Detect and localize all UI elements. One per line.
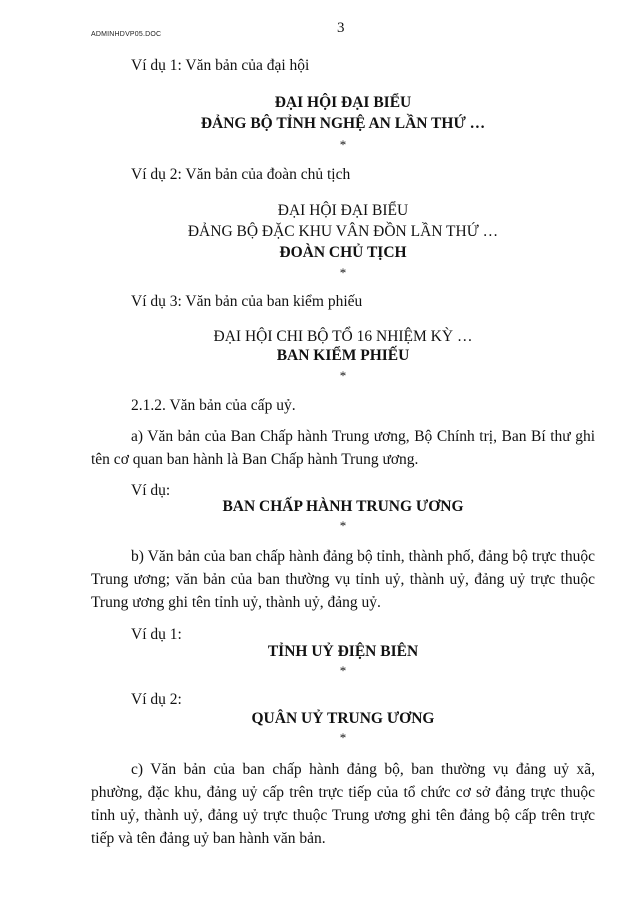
example-1-label: Ví dụ 1: Văn bản của đại hội: [131, 57, 310, 74]
example-2-star: *: [339, 265, 347, 280]
example-3-heading-line-1: ĐẠI HỘI CHI BỘ TỔ 16 NHIỆM KỲ …: [213, 328, 473, 345]
example-b2-star: *: [339, 730, 347, 745]
paragraph-c: [91, 758, 595, 850]
example-a-label: Ví dụ:: [131, 482, 171, 499]
example-3-label: Ví dụ 3: Văn bản của ban kiểm phiếu: [131, 293, 363, 310]
example-1-heading-line-1: ĐẠI HỘI ĐẠI BIỂU: [274, 94, 412, 111]
example-b2-label: Ví dụ 2:: [131, 691, 182, 708]
example-2-heading-line-1: ĐẠI HỘI ĐẠI BIỂU: [277, 202, 409, 219]
page-number: 3: [337, 20, 345, 36]
example-2-label: Ví dụ 2: Văn bản của đoàn chủ tịch: [131, 166, 351, 183]
section-heading: 2.1.2. Văn bản của cấp uỷ.: [131, 397, 296, 414]
example-b1-heading: TỈNH UỶ ĐIỆN BIÊN: [267, 643, 419, 660]
example-b2-heading: QUÂN UỶ TRUNG ƯƠNG: [251, 710, 435, 727]
paragraph-a-text: a) Văn bản của Ban Chấp hành Trung ương, Bộ Chính trị, Ban Bí thư ghi tên cơ quan ban hành là Ban Chấp hành Trung ương.: [91, 428, 595, 468]
paragraph-a: [91, 425, 595, 471]
paragraph-b-text: b) Văn bản của ban chấp hành đảng bộ tỉnh, thành phố, đảng bộ trực thuộc Trung ương; văn bản của ban thường vụ tỉnh uỷ, thành uỷ, đảng uỷ trực thuộc Trung ương ghi tên tỉnh uỷ, thành uỷ, đảng uỷ.: [91, 548, 595, 611]
example-b1-label: Ví dụ 1:: [131, 626, 182, 643]
example-a-star: *: [339, 518, 347, 533]
example-3-star: *: [339, 368, 347, 383]
example-2-heading-line-2: ĐẢNG BỘ ĐẶC KHU VÂN ĐỒN LẦN THỨ …: [187, 223, 499, 240]
paragraph-b: [91, 545, 595, 614]
example-2-heading-line-3: ĐOÀN CHỦ TỊCH: [279, 244, 407, 261]
document-file-name: ADMINHDVP05.DOC: [91, 31, 162, 38]
paragraph-c-text: c) Văn bản của ban chấp hành đảng bộ, ban thường vụ đảng uỷ xã, phường, đặc khu, đảng uỷ cấp trên trực tiếp của tổ chức cơ sở đảng trực thuộc tỉnh uỷ, thành uỷ, đảng uỷ trực thuộc Trung ương ghi tên đảng bộ cấp trên trực tiếp và tên đảng uỷ ban hành văn bản.: [91, 761, 595, 847]
example-1-heading-line-2: ĐẢNG BỘ TỈNH NGHỆ AN LẦN THỨ …: [200, 115, 486, 132]
example-1-star: *: [339, 137, 347, 152]
example-3-heading-line-2: BAN KIỂM PHIẾU: [276, 347, 410, 364]
example-a-heading: BAN CHẤP HÀNH TRUNG ƯƠNG: [222, 498, 464, 515]
example-b1-star: *: [339, 663, 347, 678]
